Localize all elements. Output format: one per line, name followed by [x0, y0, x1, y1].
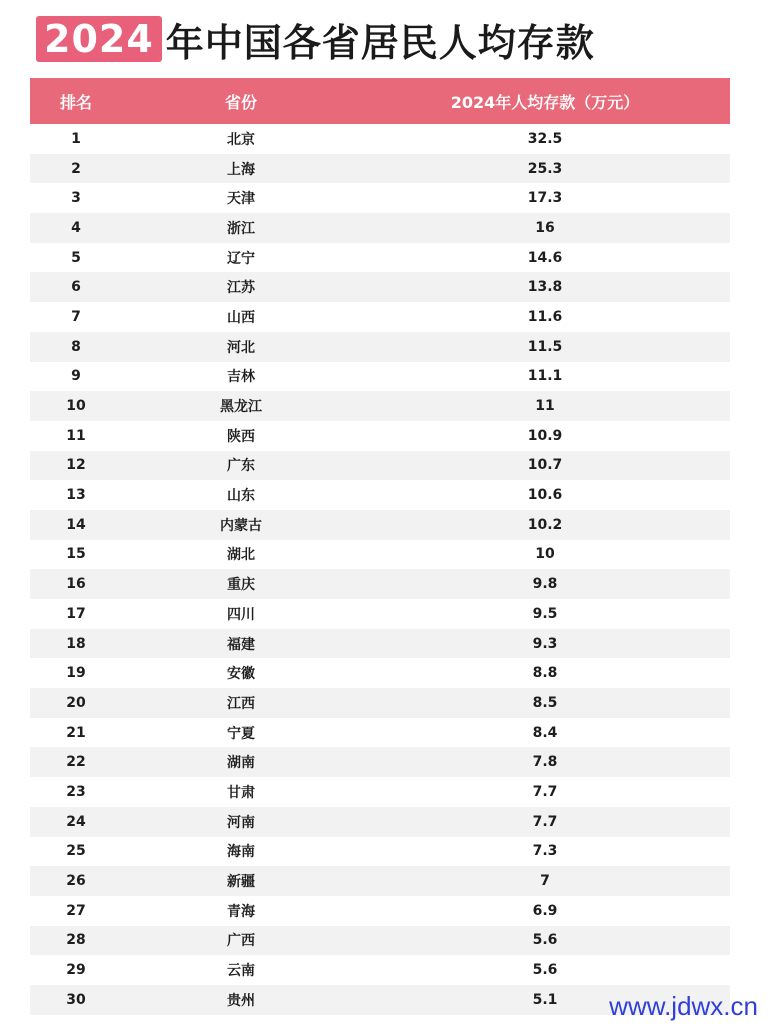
rank-cell: 5: [71, 249, 81, 266]
rank-cell: 22: [66, 754, 86, 771]
rank-cell: 20: [66, 694, 86, 711]
province-cell: 新疆: [227, 874, 255, 891]
year-badge: 2024: [36, 16, 162, 62]
value-cell: 11: [535, 398, 555, 415]
province-cell: 江西: [227, 695, 255, 712]
rank-cell: 30: [66, 991, 86, 1008]
watermark: www.jdwx.cn: [609, 991, 758, 1021]
rank-cell: 10: [66, 398, 86, 415]
table-row: [30, 451, 730, 481]
table-row: [30, 569, 730, 599]
value-cell: 11.6: [527, 308, 563, 325]
rank-cell: 4: [71, 219, 81, 236]
table-header: [30, 78, 730, 124]
value-cell: 11.1: [527, 368, 563, 385]
value-cell: 17.3: [527, 190, 563, 207]
province-cell: 广西: [227, 933, 255, 950]
province-cell: 广东: [227, 458, 255, 475]
province-cell: 浙江: [227, 220, 255, 237]
province-cell: 辽宁: [227, 250, 255, 267]
province-cell: 山东: [227, 488, 255, 505]
rank-cell: 26: [66, 873, 86, 890]
province-cell: 北京: [227, 131, 255, 148]
table-row: [30, 955, 730, 985]
province-cell: 青海: [227, 903, 255, 920]
table-row: [30, 272, 730, 302]
province-cell: 湖南: [227, 755, 255, 772]
header-province: 省份: [224, 92, 257, 112]
page-title: [36, 14, 595, 64]
value-cell: 10.7: [527, 457, 563, 474]
rank-cell: 29: [66, 962, 86, 979]
table-row: [30, 837, 730, 867]
table-row: [30, 866, 730, 896]
rank-cell: 1: [71, 130, 81, 147]
rank-cell: 28: [66, 932, 86, 949]
value-cell: 8.8: [532, 665, 558, 682]
province-cell: 黑龙江: [220, 399, 262, 416]
table-row: [30, 183, 730, 213]
province-cell: 上海: [227, 161, 255, 178]
table-row: [30, 154, 730, 184]
table-row: [30, 510, 730, 540]
rank-cell: 13: [66, 487, 86, 504]
header-value: 2024年人均存款（万元）: [450, 92, 640, 112]
value-cell: 9.3: [532, 635, 558, 652]
value-cell: 10.9: [527, 427, 563, 444]
table-row: [30, 599, 730, 629]
value-cell: 7.7: [532, 783, 558, 800]
table-row: [30, 658, 730, 688]
rank-cell: 9: [71, 368, 81, 385]
value-cell: 5.6: [532, 932, 558, 949]
province-cell: 四川: [227, 606, 255, 623]
province-cell: 吉林: [227, 369, 255, 386]
province-cell: 甘肃: [227, 784, 255, 801]
rank-cell: 12: [66, 457, 86, 474]
value-cell: 6.9: [532, 902, 558, 919]
table-row: [30, 688, 730, 718]
rank-cell: 24: [66, 813, 86, 830]
rank-cell: 17: [66, 605, 86, 622]
value-cell: 32.5: [527, 130, 563, 147]
value-cell: 7.7: [532, 813, 558, 830]
rank-cell: 21: [66, 724, 86, 741]
rank-cell: 23: [66, 783, 86, 800]
value-cell: 7: [540, 873, 550, 890]
rank-cell: 16: [66, 576, 86, 593]
rank-cell: 8: [71, 338, 81, 355]
table-row: [30, 718, 730, 748]
table-row: [30, 391, 730, 421]
table-row: [30, 332, 730, 362]
province-cell: 云南: [227, 963, 255, 980]
table-row: [30, 480, 730, 510]
rank-cell: 2: [71, 160, 81, 177]
province-cell: 贵州: [227, 992, 255, 1009]
table-row: [30, 777, 730, 807]
table-row: [30, 926, 730, 956]
value-cell: 14.6: [527, 249, 563, 266]
province-cell: 湖北: [227, 547, 255, 564]
value-cell: 5.1: [532, 991, 558, 1008]
province-cell: 陕西: [227, 428, 255, 445]
province-cell: 海南: [227, 844, 255, 861]
value-cell: 10: [535, 546, 555, 563]
province-cell: 宁夏: [227, 725, 255, 742]
value-cell: 9.5: [532, 605, 558, 622]
value-cell: 9.8: [532, 576, 558, 593]
rank-cell: 14: [66, 516, 86, 533]
value-cell: 7.3: [532, 843, 558, 860]
province-cell: 山西: [227, 309, 255, 326]
title-text: 年中国各省居民人均存款: [165, 20, 595, 65]
value-cell: 8.5: [532, 694, 558, 711]
table-row: [30, 807, 730, 837]
value-cell: 25.3: [527, 160, 563, 177]
table-row: [30, 540, 730, 570]
rank-cell: 27: [66, 902, 86, 919]
rank-cell: 7: [71, 308, 81, 325]
rank-cell: 18: [66, 635, 86, 652]
province-cell: 内蒙古: [220, 517, 262, 534]
rank-cell: 15: [66, 546, 86, 563]
province-cell: 重庆: [227, 577, 255, 594]
rank-cell: 11: [66, 427, 86, 444]
header-rank: 排名: [59, 92, 92, 112]
table-row: [30, 896, 730, 926]
province-cell: 江苏: [227, 280, 255, 297]
rank-cell: 3: [71, 190, 81, 207]
table-row: [30, 362, 730, 392]
table-row: [30, 302, 730, 332]
value-cell: 11.5: [527, 338, 563, 355]
province-cell: 天津: [227, 191, 255, 208]
value-cell: 5.6: [532, 962, 558, 979]
table-row: [30, 243, 730, 273]
province-cell: 福建: [227, 636, 255, 653]
province-cell: 安徽: [227, 666, 255, 683]
rank-cell: 6: [71, 279, 81, 296]
table-row: [30, 747, 730, 777]
value-cell: 13.8: [527, 279, 563, 296]
table-body: [30, 124, 730, 1015]
rank-cell: 19: [66, 665, 86, 682]
value-cell: 7.8: [532, 754, 558, 771]
value-cell: 10.6: [527, 487, 563, 504]
province-cell: 河北: [227, 339, 255, 356]
table-row: [30, 421, 730, 451]
table-row: [30, 124, 730, 154]
value-cell: 8.4: [532, 724, 558, 741]
deposit-table: [30, 78, 730, 1015]
rank-cell: 25: [66, 843, 86, 860]
province-cell: 河南: [227, 814, 255, 831]
value-cell: 16: [535, 219, 555, 236]
table-row: [30, 213, 730, 243]
value-cell: 10.2: [527, 516, 563, 533]
table-row: [30, 629, 730, 659]
